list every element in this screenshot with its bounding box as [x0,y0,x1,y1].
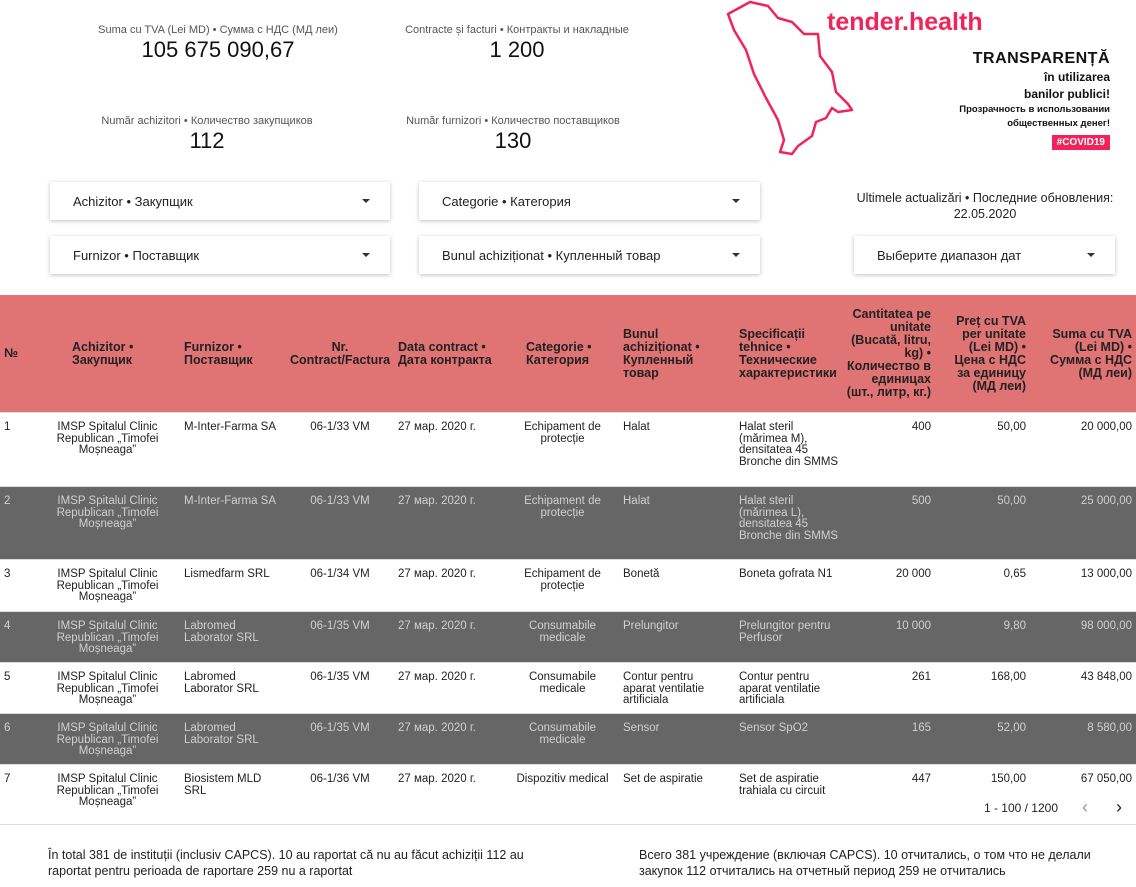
table-cell: Contur pentru aparat ventilatie artificiala [739,671,821,706]
pagination [984,797,1136,818]
table-cell: M-Inter-Farma SA [184,495,277,507]
kpi-label: Contracte și facturi • Контракты и накладные [405,24,629,36]
kpi-value: 105 675 090,67 [141,37,295,62]
table-cell: Consumabile medicale [528,722,597,746]
table-cell: 06-1/35 VM [310,671,370,683]
table-cell: Set de aspiratie trahiala cu circuit [739,773,826,797]
filter-furnizor[interactable] [50,236,390,274]
kpi-value: 130 [494,128,532,153]
table-cell: 50,00 [997,421,1026,433]
table-cell: 5 [4,671,11,683]
slogan-line: banilor publici! [1024,87,1110,101]
filter-label: Выберите диапазон дат [877,247,1022,263]
covid-tag: #COVID19 [1052,135,1110,150]
table-cell: Echipament de protecție [524,421,601,445]
table-cell: 06-1/34 VM [310,568,370,580]
table-cell: Labromed Laborator SRL [184,722,259,746]
column-header[interactable]: Achizitor • Закупщик [72,339,134,367]
next-page-button[interactable]: › [1116,797,1122,817]
prev-page-button[interactable]: ‹ [1082,797,1088,817]
filter-achizitor[interactable] [50,182,390,220]
table-cell: 06-1/33 VM [310,495,370,507]
table-header [0,295,1136,413]
caret-down-icon [1087,253,1095,257]
table-cell: 7 [4,773,11,785]
column-header[interactable]: Nr. Contract/Factura [290,339,391,367]
table-cell: Prelungitor pentru Perfusor [739,620,831,644]
table-cell: Halat [623,495,650,507]
table-cell: 25 000,00 [1080,495,1132,507]
kpi-total-sum [68,24,368,63]
table-cell: 9,80 [1003,620,1026,632]
table-cell: Echipament de protecție [524,495,601,519]
table-row[interactable] [0,765,1136,825]
table-cell: 06-1/36 VM [310,773,370,785]
filter-label: Furnizor • Поставщик [73,247,200,263]
table-cell: 06-1/33 VM [310,421,370,433]
kpi-suppliers [363,115,663,154]
column-header[interactable]: Data contract • Дата контракта [398,339,492,367]
table-cell: Set de aspiratie [623,773,703,785]
caret-down-icon [362,199,370,203]
table-cell: Labromed Laborator SRL [184,671,259,695]
table-cell: 165 [911,722,931,734]
table-cell: 52,00 [997,722,1026,734]
table-cell: 27 мар. 2020 г. [398,620,476,632]
table-cell: 400 [911,421,931,433]
table-cell: 500 [911,495,931,507]
table-row[interactable] [0,663,1136,714]
table-cell: IMSP Spitalul Clinic Republican „Timofei Moșneaga” [56,671,159,706]
filter-categorie[interactable] [419,182,760,220]
table-cell: 06-1/35 VM [310,722,370,734]
table-cell: M-Inter-Farma SA [184,421,277,433]
kpi-value: 1 200 [489,37,545,62]
caret-down-icon [732,253,740,257]
table-cell: 98 000,00 [1080,620,1132,632]
table-cell: Consumabile medicale [528,671,597,695]
table-cell: IMSP Spitalul Clinic Republican „Timofei Moșneaga” [56,495,159,530]
table-cell: Halat steril (mărimea M), densitatea 45 Bronche din SMMS [739,421,839,468]
page-range: 1 - 100 / 1200 [983,800,1058,815]
table-cell: Sensor [623,722,660,734]
table-cell: 2 [4,495,11,507]
footer-note-ro: În total 381 de instituții (inclusiv CAPCS). 10 au raportat că nu au făcut achiziții 112 au raportat pentru perioada de raportare 259 nu a raportat [48,848,524,878]
slogan-line: общественных денег! [1007,118,1110,129]
filter-bunul[interactable] [419,236,760,274]
table-cell: 6 [4,722,11,734]
table-cell: 27 мар. 2020 г. [398,722,476,734]
date-range-picker[interactable] [854,236,1115,274]
table-row[interactable] [0,560,1136,612]
table-row[interactable] [0,413,1136,487]
table-cell: 13 000,00 [1080,568,1132,580]
caret-down-icon [362,253,370,257]
slogan-line: TRANSPARENȚĂ [972,50,1110,67]
table-cell: Prelungitor [623,620,679,632]
table-cell: 20 000 [895,568,931,580]
table-cell: 27 мар. 2020 г. [398,568,476,580]
table-cell: 20 000,00 [1080,421,1132,433]
column-header[interactable]: Preț cu TVA per unitate (Lei MD) • Цена с НДС за единицу (МД леи) [954,313,1026,393]
table-cell: Boneta gofrata N1 [739,568,833,580]
filter-label: Achizitor • Закупщик [73,193,193,209]
column-header[interactable]: Suma cu TVA (Lei MD) • Сумма с НДС (МД леи) [1050,326,1132,380]
table-cell: 06-1/35 VM [310,620,370,632]
table-cell: 27 мар. 2020 г. [398,773,476,785]
table-cell: 4 [4,620,11,632]
table-cell: 43 848,00 [1080,671,1132,683]
kpi-label: Suma cu TVA (Lei MD) • Сумма с НДС (МД леи) [98,24,338,36]
column-header[interactable]: Categorie • Категория [526,339,592,367]
table-cell: 3 [4,568,11,580]
table-cell: IMSP Spitalul Clinic Republican „Timofei Moșneaga” [56,722,159,757]
table-cell: Contur pentru aparat ventilatie artificiala [623,671,705,706]
table-cell: IMSP Spitalul Clinic Republican „Timofei Moșneaga” [56,620,159,655]
kpi-label: Număr furnizori • Количество поставщиков [406,115,620,127]
filter-label: Categorie • Категория [442,193,571,209]
slogan [959,50,1110,150]
table-cell: Consumabile medicale [528,620,597,644]
table-cell: 150,00 [990,773,1026,785]
filter-label: Bunul achiziționat • Купленный товар [442,247,661,263]
column-header[interactable]: № [4,346,18,360]
footer-note-ru: Всего 381 учреждение (включая CAPCS). 10 отчитались, о том что не делали закупок 112 отчитались на отчетный период 259 не отчитались [639,848,1091,878]
table-row[interactable] [0,714,1136,765]
table-cell: IMSP Spitalul Clinic Republican „Timofei Moșneaga” [56,773,159,808]
column-header[interactable]: Cantitatea pe unitate (Bucată, litru, kg) • Количество в единицах (шт., литр, кг.) [846,307,931,399]
table-cell: Echipament de protecție [524,568,601,592]
slogan-line: în utilizarea [1043,70,1110,84]
caret-down-icon [732,199,740,203]
table-cell: Labromed Laborator SRL [184,620,259,644]
table-cell: 1 [4,421,11,433]
table-cell: 67 050,00 [1080,773,1132,785]
kpi-buyers [57,115,357,154]
table-cell: IMSP Spitalul Clinic Republican „Timofei Moșneaga” [56,421,159,456]
table-cell: Dispozitiv medical [516,773,609,785]
table-cell: Sensor SpO2 [739,722,809,734]
table-cell: Halat steril (mărimea L), densitatea 45 Bronche din SMMS [739,495,839,542]
table-row[interactable] [0,612,1136,663]
table-cell: Halat [623,421,650,433]
table-cell: 27 мар. 2020 г. [398,495,476,507]
kpi-contracts [367,24,667,63]
table-cell: 261 [911,671,931,683]
table-row[interactable] [0,487,1136,560]
table-cell: Lismedfarm SRL [184,568,270,580]
column-header[interactable]: Specificații tehnice • Технические характеристики [739,326,837,380]
column-header[interactable]: Bunul achiziționat • Купленный товар [623,326,700,380]
table-cell: Biosistem MLD SRL [184,773,262,797]
last-updates-date: 22.05.2020 [953,207,1017,221]
kpi-value: 112 [189,128,225,153]
table-cell: 8 580,00 [1087,722,1132,734]
table-cell: 27 мар. 2020 г. [398,421,476,433]
table-cell: 10 000 [895,620,931,632]
table-cell: 447 [911,773,931,785]
slogan-line: Прозрачность в использовании [959,104,1110,115]
last-updates-label: Ultimele actualizări • Последние обновления: [856,191,1114,205]
table-cell: 27 мар. 2020 г. [398,671,476,683]
table-cell: 168,00 [990,671,1026,683]
kpi-label: Număr achizitori • Количество закупщиков [101,115,313,127]
table-cell: IMSP Spitalul Clinic Republican „Timofei Moșneaga” [56,568,159,603]
table-cell: 50,00 [997,495,1026,507]
column-header[interactable]: Furnizor • Поставщик [184,339,253,367]
table-cell: Bonetă [623,568,660,580]
table-cell: 0,65 [1003,568,1026,580]
brand-name: tender.health [827,8,983,36]
last-updates [840,190,1130,222]
